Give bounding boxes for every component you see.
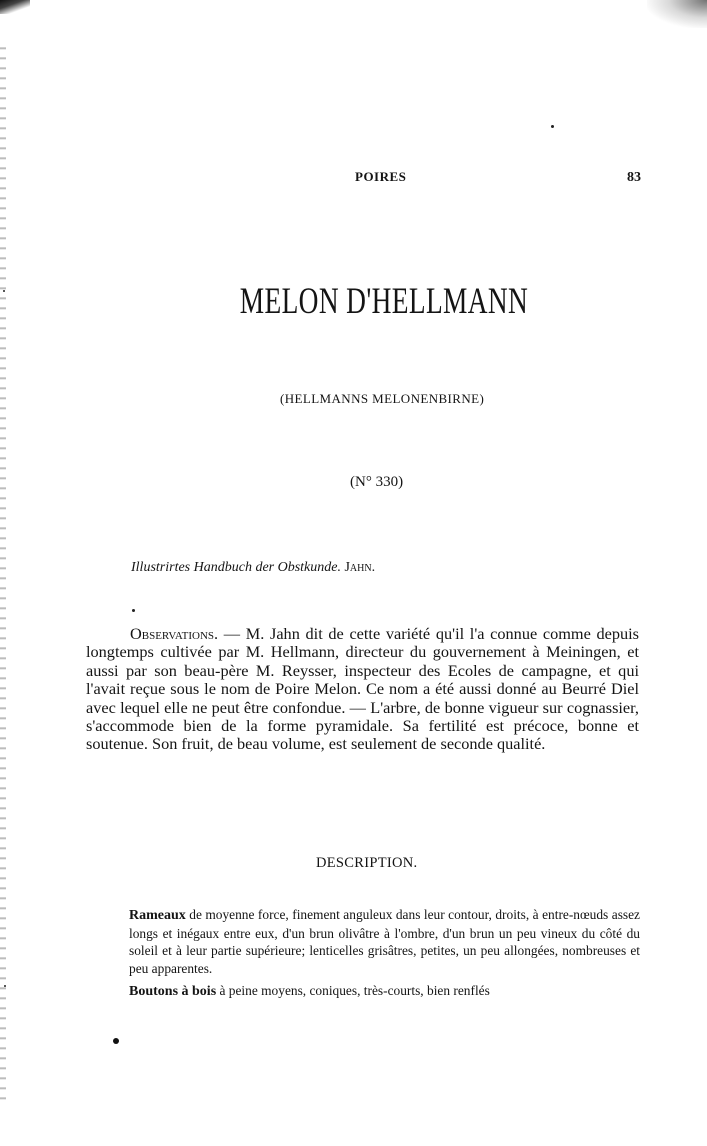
description-text: à peine moyens, coniques, très-courts, bien renflés [216, 983, 490, 999]
page-number: 83 [627, 170, 641, 185]
scan-edge-left [0, 40, 6, 1100]
observations-text: — M. Jahn dit de cette variété qu'il l'a connue comme depuis longtemps cultivée par M. Hellmann, directeur du gouvernement à Meiningen, et aussi par son beau-père M. Reysser, inspecteur des Ecoles de campagne, et qui l'avait reçue sous le nom de Poire Melon. Ce nom a été aussi donné au Beurré Diel avec lequel elle ne peut être confondue. — L'arbre, de bonne vigueur sur cognassier, s'accommode bien de la forme pyramidale. Sa fertilité est précoce, bonne et soutenue. Son fruit, de beau volume, est seulement de seconde qualité. [86, 624, 639, 754]
reference-source: Illustrirtes Handbuch der Obstkunde. [131, 560, 341, 575]
description-block [86, 906, 640, 1001]
description-term: Boutons à bois [129, 984, 217, 1000]
observations-paragraph [86, 625, 639, 754]
description-term: Rameaux [129, 908, 186, 923]
scan-speck [4, 985, 6, 987]
description-heading: DESCRIPTION. [316, 855, 418, 871]
page-title: MELON D'HELLMANN [239, 281, 529, 322]
page-subtitle: (HELLMANNS MELONENBIRNE) [280, 391, 485, 406]
description-text: de moyenne force, finement anguleux dans leur contour, droits, à entre-nœuds assez longs et inégaux entre eux, d'un brun olivâtre à l'ombre, d'un brun un peu vineux du côté du soleil et à leur partie supérieure; lenticelles grisâtres, petites, un peu allongées, nombreuses et peu apparentes. [129, 907, 640, 976]
bullet-mark [113, 1038, 119, 1044]
scan-speck [132, 609, 135, 612]
running-head: POIRES [355, 169, 407, 184]
variety-number: (N° 330) [350, 474, 404, 490]
scan-shadow-top-right [647, 0, 707, 28]
description-item [129, 906, 640, 977]
scan-speck [3, 290, 5, 292]
reference-author: Jahn. [344, 560, 376, 575]
description-item [129, 982, 640, 1001]
observations-lead: Observations. [130, 624, 219, 643]
reference-line [131, 560, 375, 576]
scan-shadow-top-left [0, 0, 30, 14]
scan-speck [551, 125, 554, 128]
